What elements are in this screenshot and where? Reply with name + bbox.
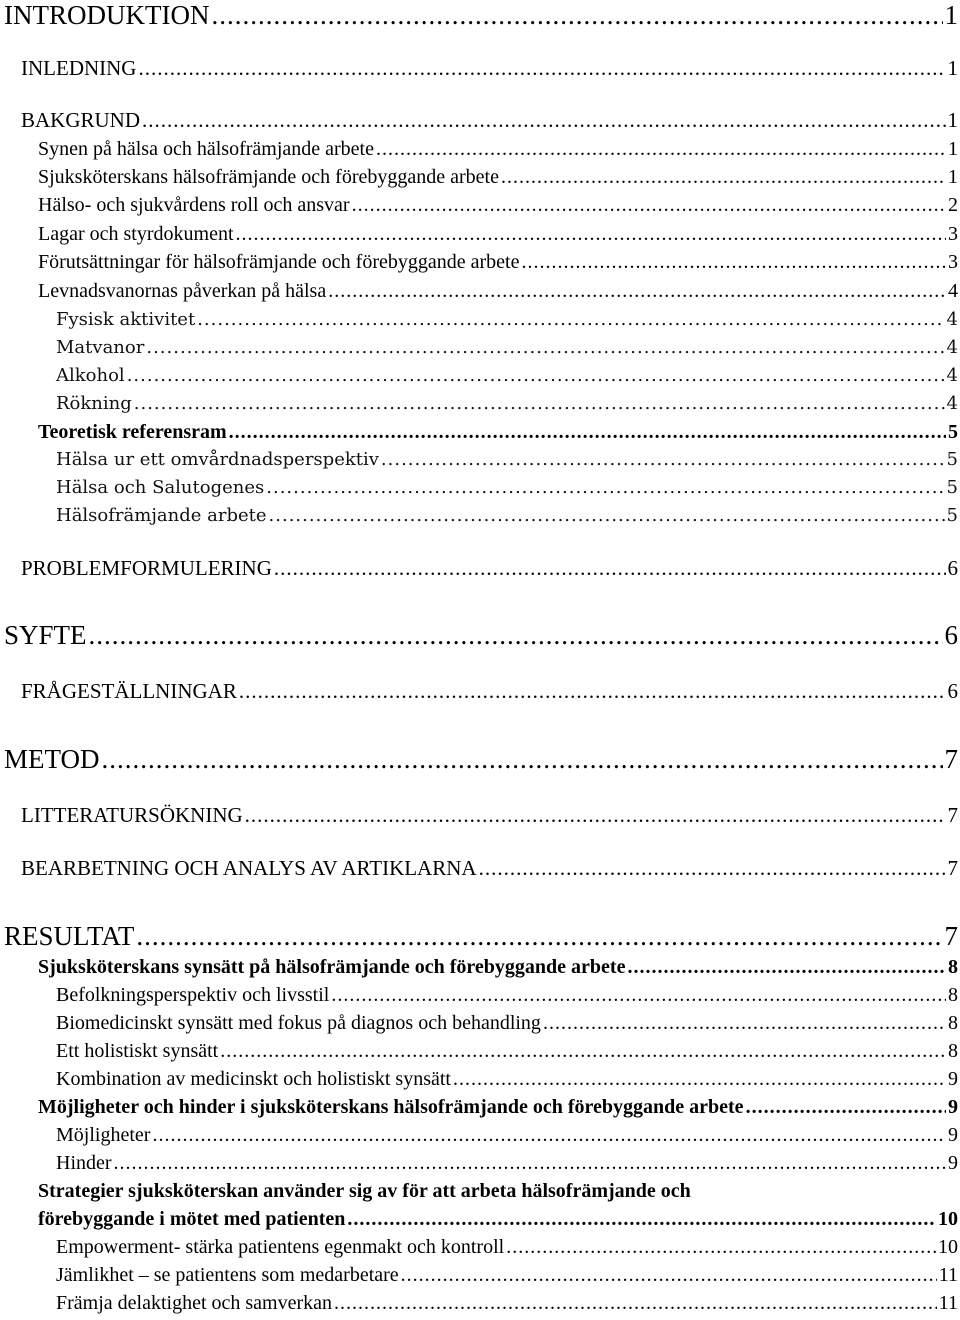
toc-page-number: 11 bbox=[938, 1292, 958, 1314]
toc-leader bbox=[453, 1068, 946, 1091]
toc-leader bbox=[328, 280, 946, 303]
toc-leader bbox=[521, 251, 946, 274]
toc-page-number: 6 bbox=[947, 556, 958, 580]
toc-leader bbox=[138, 56, 945, 81]
toc-page-number: 5 bbox=[946, 449, 958, 470]
toc-page-number: 7 bbox=[944, 744, 958, 774]
toc-entry-title: Sjuksköterskans hälsofrämjande och förebyggande arbete bbox=[38, 166, 499, 188]
toc-entry[interactable] bbox=[38, 194, 960, 217]
toc-entry[interactable] bbox=[4, 0, 960, 31]
toc-page-number: 10 bbox=[938, 1208, 958, 1230]
toc-page-number: 11 bbox=[938, 1264, 958, 1286]
toc-page-number: 8 bbox=[948, 984, 958, 1006]
toc-leader bbox=[245, 803, 946, 828]
toc-page-number: 3 bbox=[948, 251, 958, 273]
toc-entry-title: Biomedicinskt synsätt med fokus på diagnos och behandling bbox=[56, 1012, 541, 1034]
toc-leader bbox=[746, 1096, 946, 1119]
toc-entry[interactable] bbox=[38, 251, 960, 274]
toc-leader bbox=[501, 166, 946, 189]
toc-entry[interactable] bbox=[38, 421, 960, 444]
toc-entry[interactable] bbox=[56, 1068, 960, 1091]
toc-leader bbox=[331, 984, 946, 1007]
toc-entry-title: Empowerment- stärka patientens egenmakt och kontroll bbox=[56, 1236, 505, 1258]
toc-entry-title: Främja delaktighet och samverkan bbox=[56, 1292, 333, 1314]
toc-entry-title: LITTERATURSÖKNING bbox=[21, 803, 243, 827]
toc-entry-title: Matvanor bbox=[56, 337, 145, 358]
toc-leader bbox=[127, 365, 945, 386]
toc-entry-title: Befolkningsperspektiv och livsstil bbox=[56, 984, 330, 1006]
toc-entry[interactable] bbox=[21, 56, 960, 81]
toc-entry[interactable] bbox=[56, 1152, 960, 1175]
toc-leader bbox=[352, 194, 946, 217]
toc-entry-title: Levnadsvanornas påverkan på hälsa bbox=[38, 280, 327, 302]
toc-entry[interactable] bbox=[56, 1292, 960, 1315]
toc-page-number: 7 bbox=[947, 856, 958, 880]
toc-entry-title: Hälso- och sjukvårdens roll och ansvar bbox=[38, 194, 350, 216]
toc-entry-title: Förutsättningar för hälsofrämjande och förebyggande arbete bbox=[38, 251, 520, 273]
toc-page-number: 4 bbox=[946, 365, 958, 386]
toc-entry[interactable] bbox=[4, 620, 960, 651]
toc-entry[interactable] bbox=[38, 956, 960, 979]
toc-entry[interactable] bbox=[56, 1124, 960, 1147]
toc-page-number: 2 bbox=[948, 194, 958, 216]
toc-page-number: 8 bbox=[948, 1012, 958, 1034]
toc-entry-title: Möjligheter bbox=[56, 1124, 151, 1146]
toc-page-number: 5 bbox=[946, 505, 958, 526]
toc-leader bbox=[401, 1264, 937, 1287]
toc-entry[interactable] bbox=[38, 223, 960, 246]
toc-entry[interactable] bbox=[21, 556, 960, 581]
toc-leader bbox=[269, 505, 945, 526]
toc-entry-title: Synen på hälsa och hälsofrämjande arbete bbox=[38, 138, 374, 160]
toc-page-number: 7 bbox=[947, 803, 958, 827]
toc-page-number: 4 bbox=[946, 337, 958, 358]
toc-leader bbox=[334, 1292, 937, 1315]
toc-entry[interactable] bbox=[56, 365, 960, 386]
toc-page-number: 1 bbox=[948, 138, 958, 160]
toc-entry-title: METOD bbox=[4, 744, 100, 774]
toc-page-number: 3 bbox=[948, 223, 958, 245]
toc-page-number: 9 bbox=[948, 1096, 958, 1118]
toc-page-number: 9 bbox=[948, 1152, 958, 1174]
toc-leader bbox=[102, 744, 943, 775]
toc-entry-wrapped-line[interactable]: Strategier sjuksköterskan använder sig av för att arbeta hälsofrämjande och bbox=[38, 1180, 691, 1202]
toc-entry[interactable] bbox=[56, 309, 960, 330]
toc-entry-title: FRÅGESTÄLLNINGAR bbox=[21, 679, 237, 703]
toc-page-number: 1 bbox=[947, 108, 958, 132]
toc-leader bbox=[146, 337, 944, 358]
toc-entry[interactable] bbox=[56, 337, 960, 358]
toc-entry-title: Hälsa ur ett omvårdnadsperspektiv bbox=[56, 449, 379, 470]
toc-leader bbox=[479, 856, 946, 881]
toc-page-number: 4 bbox=[946, 309, 958, 330]
toc-leader bbox=[239, 679, 946, 704]
toc-leader bbox=[266, 477, 944, 498]
toc-page-number: 5 bbox=[948, 421, 958, 443]
toc-leader bbox=[506, 1236, 936, 1259]
toc-entry-title: Hinder bbox=[56, 1152, 112, 1174]
toc-leader bbox=[543, 1012, 946, 1035]
toc-leader bbox=[274, 556, 946, 581]
toc-entry[interactable] bbox=[56, 1012, 960, 1035]
toc-page-number: 1 bbox=[947, 56, 958, 80]
toc-page-number: 8 bbox=[948, 956, 958, 978]
toc-entry[interactable] bbox=[4, 921, 960, 952]
toc-leader bbox=[211, 0, 942, 31]
toc-entry[interactable] bbox=[56, 477, 960, 498]
toc-page-number: 5 bbox=[946, 477, 958, 498]
toc-entry-title: PROBLEMFORMULERING bbox=[21, 556, 272, 580]
toc-leader bbox=[229, 421, 946, 444]
toc-entry[interactable] bbox=[56, 393, 960, 414]
toc-entry-title: Alkohol bbox=[56, 365, 125, 386]
toc-page-number: 10 bbox=[938, 1236, 958, 1258]
toc-entry-title: BAKGRUND bbox=[21, 108, 141, 132]
toc-entry-title: Hälsa och Salutogenes bbox=[56, 477, 265, 498]
toc-entry-title: RESULTAT bbox=[4, 921, 135, 951]
toc-entry-title: förebyggande i mötet med patienten bbox=[38, 1208, 346, 1230]
toc-leader bbox=[134, 393, 945, 414]
toc-entry[interactable] bbox=[21, 856, 960, 881]
toc-page-number: 4 bbox=[946, 393, 958, 414]
toc-page-number: 9 bbox=[948, 1124, 958, 1146]
toc-leader bbox=[236, 223, 947, 246]
toc-entry[interactable] bbox=[21, 679, 960, 704]
toc-entry-title: Möjligheter och hinder i sjuksköterskans hälsofrämjande och förebyggande arbete bbox=[38, 1096, 744, 1118]
toc-entry-title: Hälsofrämjande arbete bbox=[56, 505, 267, 526]
toc-entry[interactable] bbox=[38, 280, 960, 303]
toc-leader bbox=[114, 1152, 946, 1175]
toc-entry[interactable] bbox=[56, 449, 960, 470]
toc-page-number: 1 bbox=[944, 0, 958, 30]
toc-leader bbox=[376, 138, 946, 161]
toc-entry[interactable] bbox=[4, 744, 960, 775]
toc-entry[interactable] bbox=[56, 505, 960, 526]
toc-entry-title: Teoretisk referensram bbox=[38, 421, 227, 443]
toc-entry-title: SYFTE bbox=[4, 620, 87, 650]
toc-leader bbox=[627, 956, 946, 979]
toc-leader bbox=[142, 108, 945, 133]
toc-entry-title: Rökning bbox=[56, 393, 132, 414]
toc-leader bbox=[220, 1040, 946, 1063]
toc-leader bbox=[197, 309, 944, 330]
toc-entry[interactable] bbox=[38, 1096, 960, 1119]
toc-page-number: 7 bbox=[944, 921, 958, 951]
toc-leader bbox=[347, 1208, 936, 1231]
toc-page-number: 6 bbox=[944, 620, 958, 650]
toc-entry-title: INTRODUKTION bbox=[4, 0, 210, 30]
toc-entry[interactable] bbox=[56, 1040, 960, 1063]
toc-entry[interactable] bbox=[56, 984, 960, 1007]
toc-page-number: 9 bbox=[948, 1068, 958, 1090]
toc-page-number: 1 bbox=[948, 166, 958, 188]
toc-entry-title: Fysisk aktivitet bbox=[56, 309, 196, 330]
toc-page-number: 4 bbox=[948, 280, 958, 302]
toc-leader bbox=[89, 620, 943, 651]
toc-entry-title: Kombination av medicinskt och holistiskt synsätt bbox=[56, 1068, 451, 1090]
toc-leader bbox=[152, 1124, 946, 1147]
toc-entry[interactable] bbox=[38, 166, 960, 189]
toc-entry-title: BEARBETNING OCH ANALYS AV ARTIKLARNA bbox=[21, 856, 477, 880]
toc-entry[interactable] bbox=[56, 1236, 960, 1259]
toc-page-number: 6 bbox=[947, 679, 958, 703]
toc-entry-title: Ett holistiskt synsätt bbox=[56, 1040, 219, 1062]
toc-entry[interactable] bbox=[56, 1264, 960, 1287]
toc-page-number: 8 bbox=[948, 1040, 958, 1062]
toc-leader bbox=[136, 921, 942, 952]
toc-entry[interactable] bbox=[21, 108, 960, 133]
toc-entry-title: Lagar och styrdokument bbox=[38, 223, 234, 245]
toc-entry[interactable] bbox=[21, 803, 960, 828]
toc-entry-title: INLEDNING bbox=[21, 56, 137, 80]
toc-entry-title: Jämlikhet – se patientens som medarbetare bbox=[56, 1264, 399, 1286]
toc-entry[interactable] bbox=[38, 138, 960, 161]
toc-entry[interactable] bbox=[38, 1208, 960, 1231]
toc-leader bbox=[381, 449, 945, 470]
toc-entry-title: Sjuksköterskans synsätt på hälsofrämjande och förebyggande arbete bbox=[38, 956, 626, 978]
